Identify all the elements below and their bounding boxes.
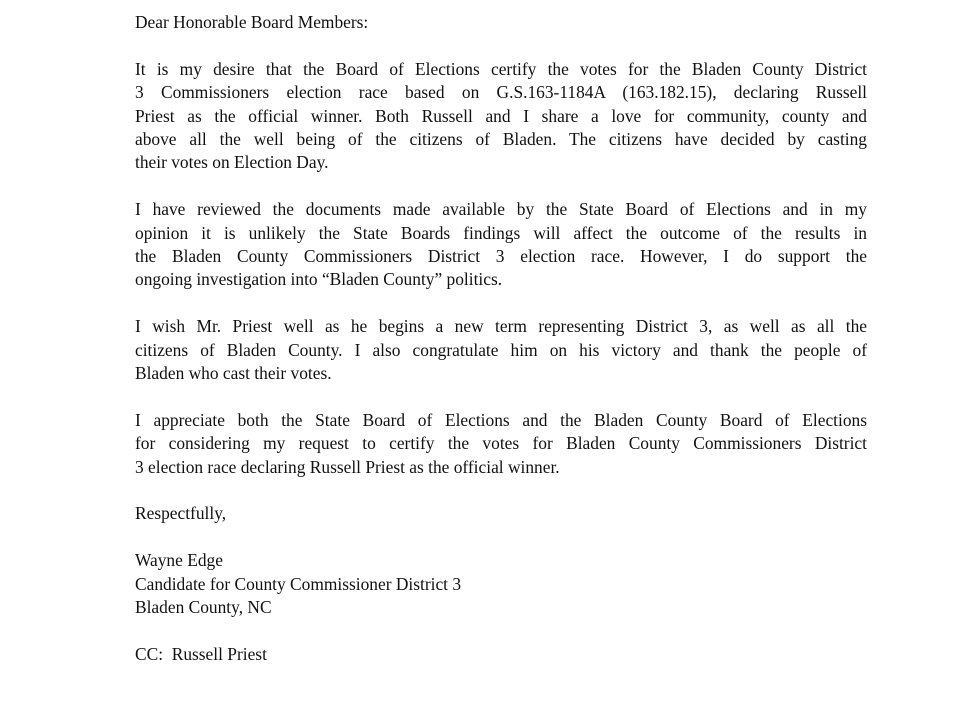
- signer-name: Wayne Edge: [135, 550, 223, 571]
- paragraph-gap: [135, 292, 867, 315]
- paragraph-4-line: for considering my request to certify the votes for Bladen County Commissioners District: [135, 433, 867, 454]
- paragraph-2-line: ongoing investigation into “Bladen County” politics.: [135, 269, 503, 290]
- paragraph-4-line: 3 election race declaring Russell Priest as the official winner.: [135, 456, 560, 477]
- paragraph-2: [135, 198, 867, 292]
- paragraph-1-line: above all the well being of the citizens of Bladen. The citizens have decided by casting: [135, 129, 867, 150]
- paragraph-3-line: Bladen who cast their votes.: [135, 363, 332, 384]
- paragraph-4: [135, 409, 867, 479]
- salutation: Dear Honorable Board Members:: [135, 12, 369, 32]
- cc-line: CC: Russell Priest: [135, 643, 267, 664]
- paragraph-gap: [135, 385, 867, 408]
- paragraph-2-line: I have reviewed the documents made available by the State Board of Elections and in my: [135, 199, 867, 220]
- paragraph-gap: [135, 479, 867, 502]
- paragraph-3: [135, 315, 867, 385]
- signer-title: Candidate for County Commissioner District 3: [135, 573, 462, 594]
- paragraph-1-line: their votes on Election Day.: [135, 152, 329, 173]
- paragraph-2-line: the Bladen County Commissioners District 3 election race. However, I do support the: [135, 246, 867, 267]
- signer-location: Bladen County, NC: [135, 597, 272, 618]
- paragraph-gap: [135, 526, 867, 549]
- paragraph-gap: [135, 175, 867, 198]
- paragraph-1-line: It is my desire that the Board of Elections certify the votes for the Bladen County District: [135, 58, 867, 79]
- paragraph-4-line: I appreciate both the State Board of Elections and the Bladen County Board of Elections: [135, 409, 867, 430]
- paragraph-3-line: citizens of Bladen County. I also congratulate him on his victory and thank the people of: [135, 339, 867, 360]
- paragraph-gap: [135, 34, 867, 57]
- signature-block: [135, 549, 867, 619]
- closing: Respectfully,: [135, 503, 227, 524]
- letter-body: [135, 11, 867, 666]
- paragraph-gap: [135, 619, 867, 642]
- paragraph-2-line: opinion it is unlikely the State Boards findings will affect the outcome of the results in: [135, 222, 867, 243]
- paragraph-3-line: I wish Mr. Priest well as he begins a new term representing District 3, as well as all the: [135, 316, 867, 337]
- paragraph-1-line: 3 Commissioners election race based on G.S.163-1184A (163.182.15), declaring Russell: [135, 82, 867, 103]
- paragraph-1: [135, 58, 867, 175]
- paragraph-1-line: Priest as the official winner. Both Russell and I share a love for community, county and: [135, 105, 867, 126]
